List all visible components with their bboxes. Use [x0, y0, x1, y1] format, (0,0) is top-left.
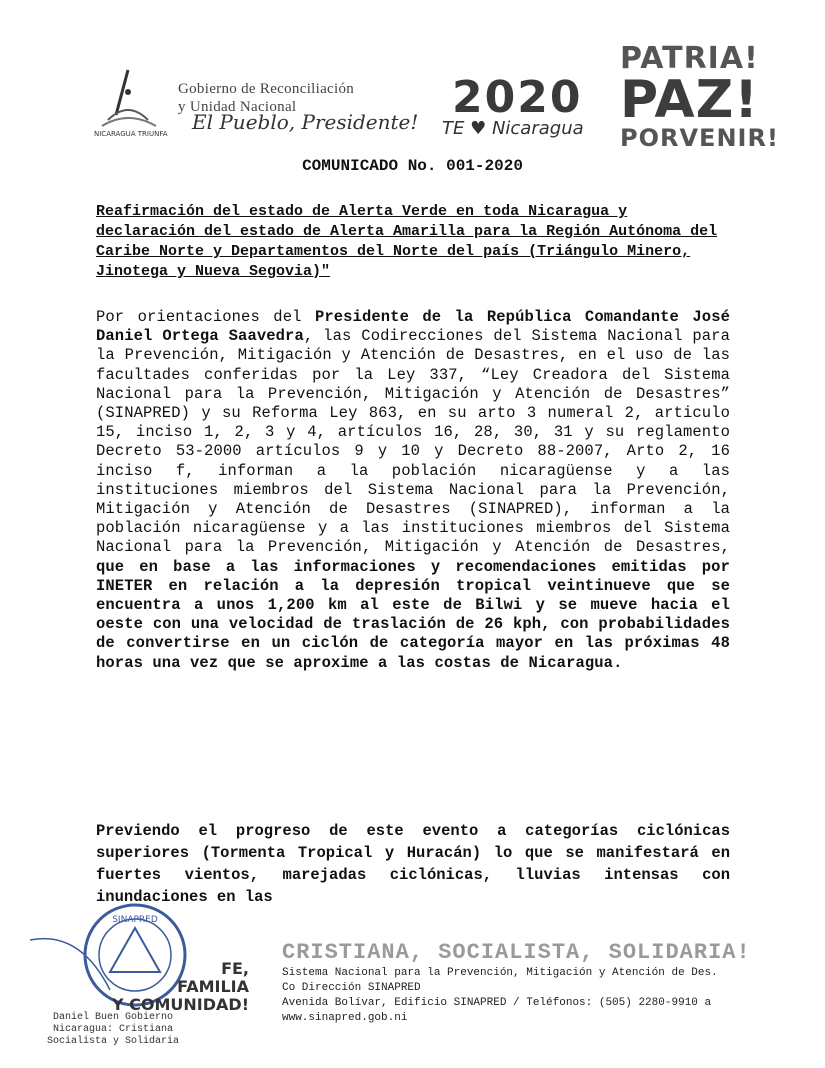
p1-ineter-info: que en base a las informaciones y recomendaciones emitidas por INETER en relación a la depresión tropical veintinueve que se encuentra a unos 1,200 km al este de Bilwi y se mueve hacia el oeste con una velocidad de traslación de 26 kph, con probabilidades de convertirse en un ciclón de categoría mayor en las próximas 48 horas una vez que se aproxime a las costas de Nicaragua. [96, 557, 730, 672]
fe-familia-comunidad [112, 960, 249, 1014]
footer-website: www.sinapred.gob.ni [282, 1012, 408, 1024]
letterhead [0, 0, 825, 150]
year-logo: 2020 [452, 72, 583, 123]
seal-caption [38, 1012, 188, 1048]
government-name-line2: y Unidad Nacional [178, 99, 297, 115]
porvenir-text: PORVENIR! [620, 124, 779, 152]
patria-paz-porvenir-logo [620, 41, 779, 152]
seal-comunidad-line: Y COMUNIDAD! [112, 995, 249, 1014]
seal-caption-line3: Socialista y Solidaria [46, 1036, 180, 1047]
subject-text: Reafirmación del estado de Alerta Verde en toda Nicaragua y declaración del estado de Alerta Amarilla para la Región Autónoma del Caribe Norte y Departamentos del Norte del país (Triángulo Minero, Jinotega y Nueva Segovia)" [96, 203, 718, 280]
government-slogan: El Pueblo, Presidente! [192, 110, 419, 134]
footer-motto: CRISTIANA, SOCIALISTA, SOLIDARIA! [282, 940, 751, 965]
seal-caption-line2: Nicaragua: Cristiana [52, 1024, 174, 1035]
emblem-tagline: NICARAGUA TRIUNFA [94, 130, 168, 138]
footer-line3: Avenida Bolívar, Edificio SINAPRED / Teléfonos: (505) 2280-9910 a [282, 997, 712, 1009]
paragraph-1 [96, 308, 730, 673]
seal-caption-line1: Daniel Buen Gobierno [52, 1012, 174, 1023]
te-nicaragua-logo: TE ♥ Nicaragua [442, 118, 584, 139]
seal-ring-text: SINAPRED [112, 915, 158, 925]
footer-line2: Co Dirección SINAPRED [282, 982, 421, 994]
government-name-line1: Gobierno de Reconciliación [178, 81, 355, 97]
footer-contact [282, 966, 822, 1026]
seal-familia-line: FAMILIA [177, 977, 249, 996]
patria-text: PATRIA! [620, 41, 759, 76]
document-title: COMUNICADO No. 001-2020 [302, 157, 523, 175]
seal-fe-line: FE, [221, 959, 249, 978]
paragraph-2: Previendo el progreso de este evento a categorías ciclónicas superiores (Tormenta Tropical y Huracán) lo que se manifestará en fuertes vientos, marejadas ciclónicas, lluvias intensas con inundaciones en las [96, 822, 730, 906]
p1-middle: , las Codirecciones del Sistema Nacional para la Prevención, Mitigación y Atención de Desastres, en el uso de las facultades conferidas por la Ley 337, “Ley Creadora del Sistema Nacional para la Prevención, Mitigación y Atención de Desastres” (SINAPRED) y su Reforma Ley 863, en su arto 3 numeral 2, articulo 15, inciso 1, 2, 3 y 4, artículos 16, 28, 30, 31 y su reglamento Decreto 53-2000 artículos 9 y 10 y Decreto 88-2007, Arto 2, 16 inciso f, informan a la población nicaragüense y a las instituciones miembros del Sistema Nacional para la Prevención, Mitigación y Atención de Desastres (SINAPRED), informan a la población nicaragüense y a las instituciones miembros del Sistema Nacional para la Prevención, Mitigación y Atención de Desastres, [96, 327, 730, 557]
footer-line1: Sistema Nacional para la Prevención, Mitigación y Atención de Des. [282, 967, 718, 979]
p1-president: Presidente de la República Comandante José Daniel Ortega Saavedra [96, 308, 730, 346]
p1-intro: Por orientaciones del [96, 308, 315, 326]
paz-text: PAZ! [620, 70, 760, 130]
document-subject [96, 202, 730, 282]
